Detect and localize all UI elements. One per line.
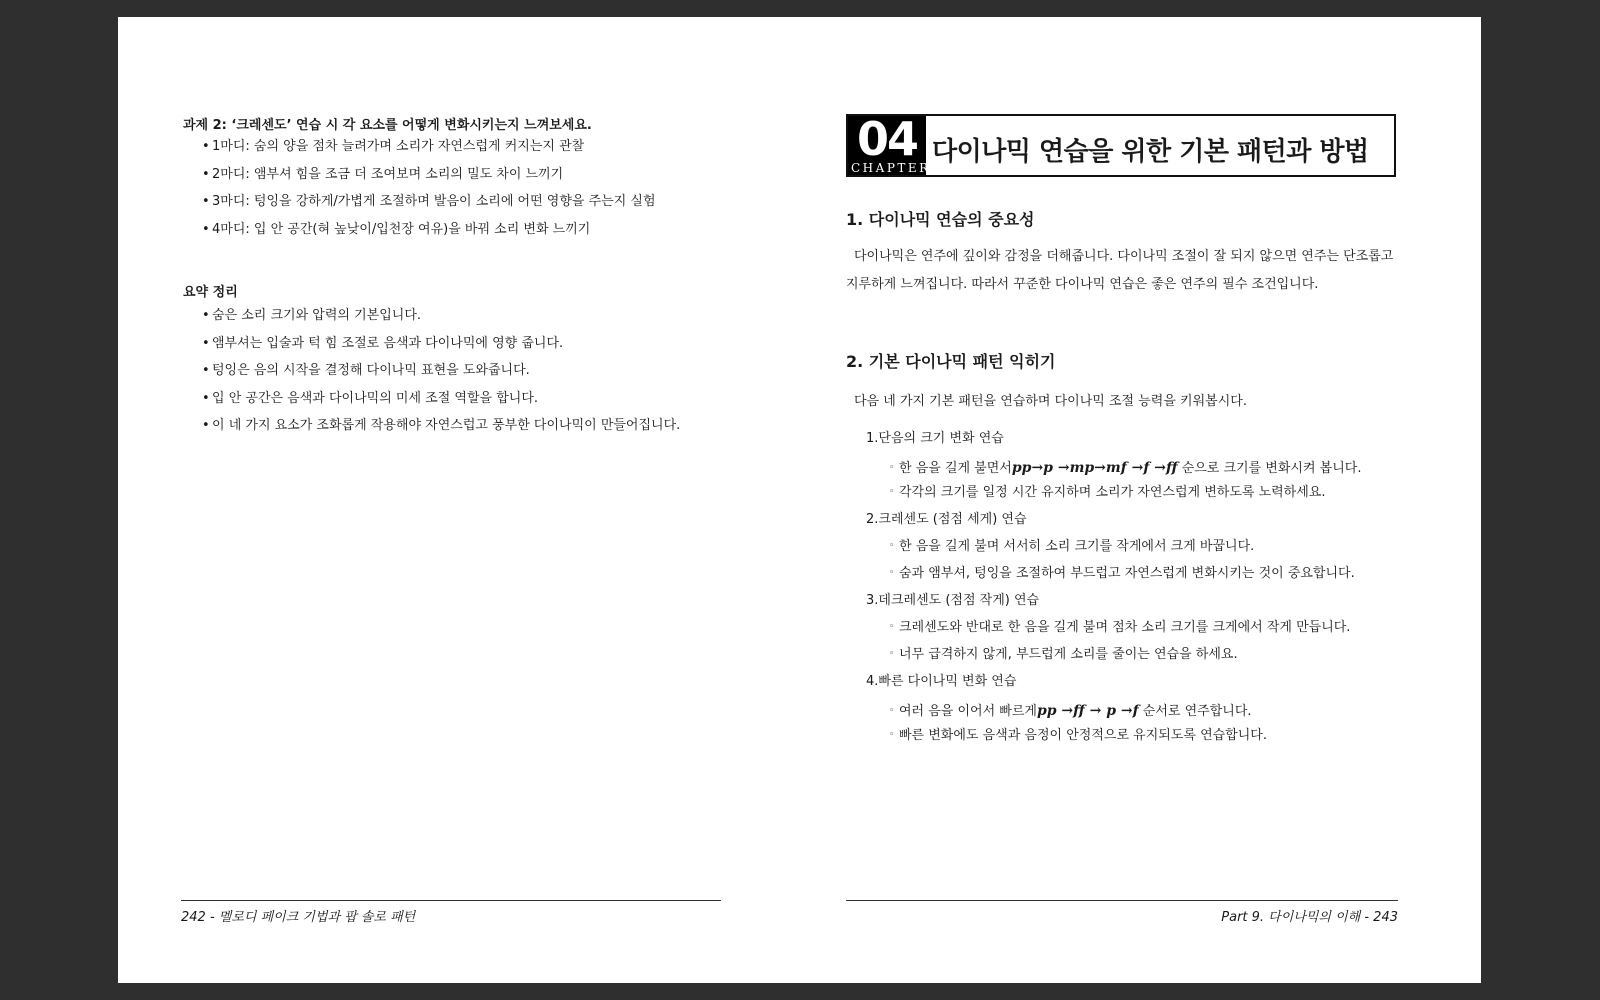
pattern-4-title: 4.빠른 다이나믹 변화 연습 [866,674,1017,689]
pattern-3-step-1: ◦ 크레센도와 반대로 한 음을 길게 불며 점차 소리 크기를 크게에서 작게 만듭니다. [889,620,1351,635]
dynamics-notation: pp →ff → p →f [1036,703,1139,719]
left-page [118,17,800,983]
dynamics-notation: pp→p →mp→mf →f →ff [1011,460,1178,476]
pattern-1-step-1: ◦ 한 음을 길게 불면서pp→p →mp→mf →f →ff 순으로 크기를 변화시켜 봅니다. [889,460,1362,476]
list-item: • 텅잉은 음의 시작을 결정해 다이나믹 표현을 도와줍니다. [202,363,530,378]
circle-bullet-icon: ◦ [889,730,895,740]
pattern-3-title: 3.데크레센도 (점점 작게) 연습 [866,593,1040,608]
chapter-number: 04 [856,112,917,166]
bullet-icon: • [202,308,210,323]
list-item: • 3마디: 텅잉을 강하게/가볍게 조절하며 발음이 소리에 어떤 영향을 주는지 실험 [202,194,656,209]
list-item: • 4마디: 입 안 공간(혀 높낮이/입천장 여유)을 바꿔 소리 변화 느끼기 [202,221,591,237]
pattern-2-title: 2.크레센도 (점점 세게) 연습 [866,512,1027,527]
list-item: • 1마디: 숨의 양을 점차 늘려가며 소리가 자연스럽게 커지는지 관찰 [202,139,585,154]
pattern-2-step-2: ◦ 숨과 앰부셔, 텅잉을 조절하여 부드럽고 자연스럽게 변화시키는 것이 중요합니다. [889,566,1355,581]
chapter-label: CHAPTER [851,161,931,175]
list-item: • 입 안 공간은 음색과 다이나믹의 미세 조절 역할을 합니다. [202,390,539,406]
pattern-3-step-2: ◦ 너무 급격하지 않게, 부드럽게 소리를 줄이는 연습을 하세요. [889,647,1238,662]
bullet-icon: • [202,221,210,237]
circle-bullet-icon: ◦ [889,649,895,659]
left-footer: 242 - 멜로디 페이크 기법과 팝 솔로 패턴 [181,910,416,925]
circle-bullet-icon: ◦ [889,568,895,578]
circle-bullet-icon: ◦ [889,487,895,497]
list-item: • 숨은 소리 크기와 압력의 기본입니다. [202,308,422,323]
task-list [202,138,656,248]
bullet-icon: • [202,390,210,406]
right-page [800,17,1481,983]
bullet-icon: • [202,335,210,351]
summary-title: 요약 정리 [183,285,238,300]
section-heading-1: 1. 다이나믹 연습의 중요성 [846,210,1035,229]
pattern-4-step-2: ◦ 빠른 변화에도 음색과 음정이 안정적으로 유지되도록 연습합니다. [889,728,1267,743]
section-heading-2: 2. 기본 다이나믹 패턴 익히기 [846,352,1056,371]
chapter-number-block [848,112,931,175]
bullet-icon: • [202,363,210,378]
bullet-icon: • [202,418,210,433]
footer-divider [181,900,721,901]
circle-bullet-icon: ◦ [889,541,895,551]
chapter-title: 다이나믹 연습을 위한 기본 패턴과 방법 [932,137,1369,167]
bullet-icon: • [202,139,210,154]
list-item: • 앰부셔는 입술과 턱 힘 조절로 음색과 다이나믹에 영향 줍니다. [202,335,564,351]
task-title: 과제 2: ‘크레센도’ 연습 시 각 요소를 어떻게 변화시키는지 느껴보세요. [183,118,592,133]
chapter-header [846,114,1396,177]
summary-list [202,307,680,445]
book-spread [118,17,1481,983]
circle-bullet-icon: ◦ [889,706,895,716]
section-2-intro: 다음 네 가지 기본 패턴을 연습하며 다이나믹 조절 능력을 키워봅시다. [854,394,1247,409]
right-footer: Part 9. 다이나믹의 이해 - 243 [1221,910,1398,925]
list-item: • 2마디: 앰부셔 힘을 조금 더 조여보며 소리의 밀도 차이 느끼기 [202,166,564,182]
list-item: • 이 네 가지 요소가 조화롭게 작용해야 자연스럽고 풍부한 다이나믹이 만들어집니다. [202,418,681,433]
pattern-2-step-1: ◦ 한 음을 길게 불며 서서히 소리 크기를 작게에서 크게 바꿉니다. [889,539,1255,554]
pattern-1-title: 1.단음의 크기 변화 연습 [866,431,1004,446]
bullet-icon: • [202,166,210,182]
circle-bullet-icon: ◦ [889,463,895,473]
pattern-4-step-1: ◦ 여러 음을 이어서 빠르게pp →ff → p →f 순서로 연주합니다. [889,703,1252,719]
bullet-icon: • [202,194,210,209]
footer-divider [846,900,1398,901]
section-1-body: 다이나믹은 연주에 깊이와 감정을 더해줍니다. 다이나믹 조절이 잘 되지 않으면 연주는 단조롭고 지루하게 느껴집니다. 따라서 꾸준한 다이나믹 연습은 좋은 연주의 필수 조건입니다. [846,249,1394,292]
circle-bullet-icon: ◦ [889,622,895,632]
pattern-1-step-2: ◦ 각각의 크기를 일정 시간 유지하며 소리가 자연스럽게 변하도록 노력하세요. [889,485,1326,500]
